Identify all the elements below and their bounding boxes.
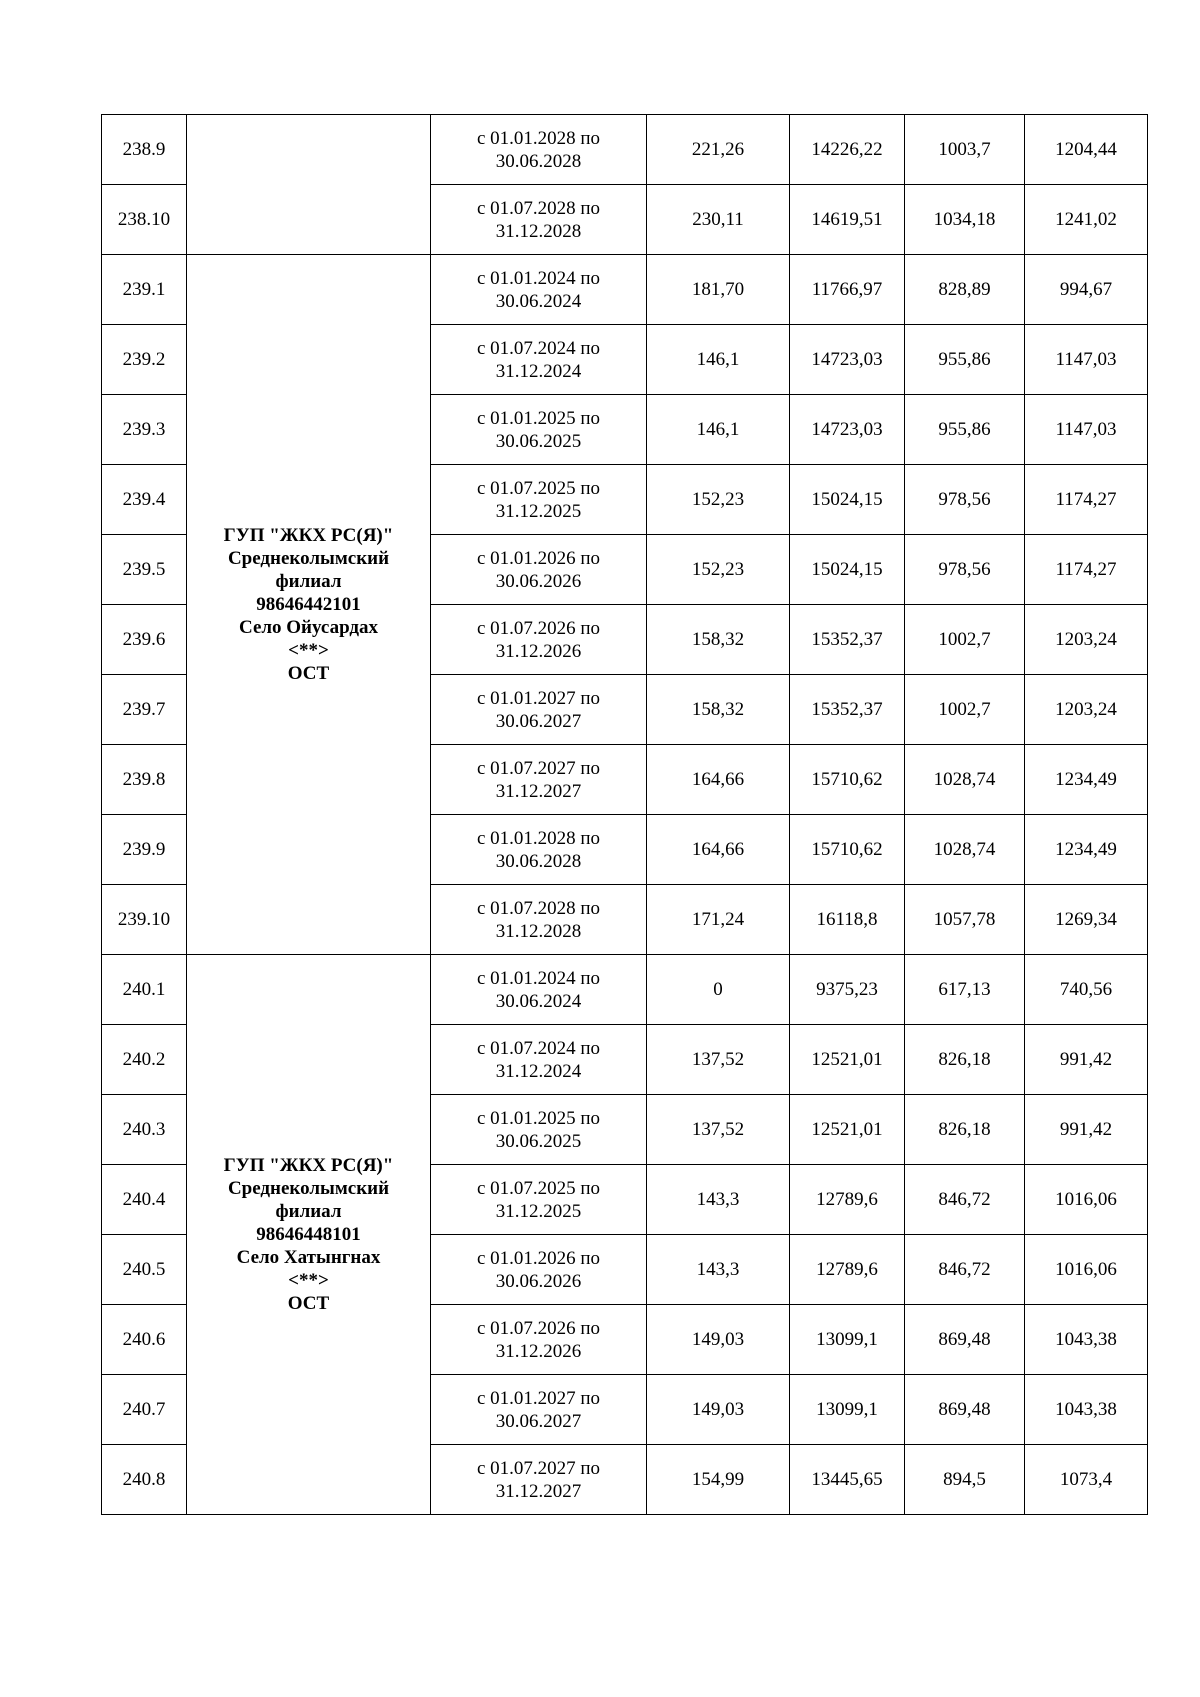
period-from: с 01.07.2024 по bbox=[476, 337, 601, 359]
value-3: 1003,7 bbox=[905, 115, 1025, 185]
table-row bbox=[102, 115, 1148, 185]
value-4: 1174,27 bbox=[1025, 535, 1148, 605]
value-3: 955,86 bbox=[905, 325, 1025, 395]
period-from: с 01.07.2026 по bbox=[476, 617, 601, 639]
period-cell bbox=[431, 1165, 647, 1235]
row-number: 240.3 bbox=[102, 1095, 187, 1165]
value-4: 1234,49 bbox=[1025, 815, 1148, 885]
value-4: 991,42 bbox=[1025, 1025, 1148, 1095]
value-3: 1057,78 bbox=[905, 885, 1025, 955]
value-3: 869,48 bbox=[905, 1375, 1025, 1445]
period-to: 30.06.2026 bbox=[495, 570, 582, 592]
organization-line: Среднеколымский bbox=[227, 548, 390, 569]
value-2: 12521,01 bbox=[790, 1025, 905, 1095]
row-number: 239.6 bbox=[102, 605, 187, 675]
value-1: 164,66 bbox=[647, 815, 790, 885]
period-cell bbox=[431, 535, 647, 605]
row-number: 240.2 bbox=[102, 1025, 187, 1095]
row-number: 239.7 bbox=[102, 675, 187, 745]
value-4: 1016,06 bbox=[1025, 1235, 1148, 1305]
period-from: с 01.01.2027 по bbox=[476, 687, 601, 709]
period-from: с 01.07.2028 по bbox=[476, 897, 601, 919]
period-cell bbox=[431, 395, 647, 465]
value-1: 143,3 bbox=[647, 1165, 790, 1235]
period-to: 30.06.2024 bbox=[495, 990, 582, 1012]
value-3: 955,86 bbox=[905, 395, 1025, 465]
period-from: с 01.01.2026 по bbox=[476, 1247, 601, 1269]
value-4: 1203,24 bbox=[1025, 675, 1148, 745]
period-cell bbox=[431, 885, 647, 955]
period-to: 31.12.2026 bbox=[495, 1340, 582, 1362]
value-4: 740,56 bbox=[1025, 955, 1148, 1025]
period-to: 31.12.2024 bbox=[495, 360, 582, 382]
tariff-table-body bbox=[102, 115, 1148, 1515]
value-3: 826,18 bbox=[905, 1025, 1025, 1095]
organization-line: ГУП "ЖКХ РС(Я)" bbox=[223, 1155, 394, 1176]
period-to: 31.12.2025 bbox=[495, 500, 582, 522]
period-cell bbox=[431, 185, 647, 255]
row-number: 239.2 bbox=[102, 325, 187, 395]
period-to: 30.06.2027 bbox=[495, 1410, 582, 1432]
period-to: 31.12.2026 bbox=[495, 640, 582, 662]
period-from: с 01.07.2024 по bbox=[476, 1037, 601, 1059]
row-number: 239.3 bbox=[102, 395, 187, 465]
value-2: 14723,03 bbox=[790, 395, 905, 465]
value-4: 1234,49 bbox=[1025, 745, 1148, 815]
value-3: 978,56 bbox=[905, 535, 1025, 605]
value-2: 12789,6 bbox=[790, 1165, 905, 1235]
value-1: 171,24 bbox=[647, 885, 790, 955]
value-4: 1241,02 bbox=[1025, 185, 1148, 255]
period-from: с 01.07.2025 по bbox=[476, 1177, 601, 1199]
organization-cell bbox=[187, 255, 431, 955]
row-number: 239.10 bbox=[102, 885, 187, 955]
row-number: 240.1 bbox=[102, 955, 187, 1025]
period-to: 30.06.2026 bbox=[495, 1270, 582, 1292]
value-2: 13099,1 bbox=[790, 1375, 905, 1445]
value-1: 152,23 bbox=[647, 535, 790, 605]
value-2: 12789,6 bbox=[790, 1235, 905, 1305]
period-cell bbox=[431, 955, 647, 1025]
value-2: 12521,01 bbox=[790, 1095, 905, 1165]
organization-line: Среднеколымский bbox=[227, 1178, 390, 1199]
value-1: 158,32 bbox=[647, 605, 790, 675]
value-3: 1034,18 bbox=[905, 185, 1025, 255]
value-1: 0 bbox=[647, 955, 790, 1025]
value-1: 181,70 bbox=[647, 255, 790, 325]
period-from: с 01.07.2028 по bbox=[476, 197, 601, 219]
value-3: 1002,7 bbox=[905, 605, 1025, 675]
organization-line: Село Хатынгнах bbox=[236, 1247, 381, 1268]
period-to: 30.06.2025 bbox=[495, 1130, 582, 1152]
period-cell bbox=[431, 465, 647, 535]
period-from: с 01.07.2026 по bbox=[476, 1317, 601, 1339]
organization-line: 98646442101 bbox=[256, 594, 361, 615]
value-2: 13445,65 bbox=[790, 1445, 905, 1515]
period-cell bbox=[431, 325, 647, 395]
value-1: 146,1 bbox=[647, 325, 790, 395]
organization-line: <**> bbox=[288, 640, 329, 661]
period-to: 30.06.2025 bbox=[495, 430, 582, 452]
value-2: 15710,62 bbox=[790, 745, 905, 815]
organization-cell bbox=[187, 115, 431, 255]
value-4: 1204,44 bbox=[1025, 115, 1148, 185]
value-3: 828,89 bbox=[905, 255, 1025, 325]
table-row bbox=[102, 955, 1148, 1025]
period-cell bbox=[431, 675, 647, 745]
value-2: 15352,37 bbox=[790, 605, 905, 675]
value-4: 1043,38 bbox=[1025, 1305, 1148, 1375]
value-4: 1147,03 bbox=[1025, 325, 1148, 395]
row-number: 240.4 bbox=[102, 1165, 187, 1235]
period-from: с 01.01.2027 по bbox=[476, 1387, 601, 1409]
row-number: 240.8 bbox=[102, 1445, 187, 1515]
organization-line: ГУП "ЖКХ РС(Я)" bbox=[223, 525, 394, 546]
period-from: с 01.07.2025 по bbox=[476, 477, 601, 499]
period-to: 30.06.2024 bbox=[495, 290, 582, 312]
value-4: 991,42 bbox=[1025, 1095, 1148, 1165]
period-cell bbox=[431, 255, 647, 325]
period-cell bbox=[431, 1235, 647, 1305]
period-cell bbox=[431, 1025, 647, 1095]
organization-line: филиал bbox=[275, 1201, 342, 1222]
value-3: 869,48 bbox=[905, 1305, 1025, 1375]
organization-line: ОСТ bbox=[287, 1293, 330, 1314]
row-number: 240.6 bbox=[102, 1305, 187, 1375]
value-1: 149,03 bbox=[647, 1305, 790, 1375]
value-3: 978,56 bbox=[905, 465, 1025, 535]
row-number: 239.4 bbox=[102, 465, 187, 535]
period-to: 31.12.2027 bbox=[495, 1480, 582, 1502]
value-2: 14723,03 bbox=[790, 325, 905, 395]
period-cell bbox=[431, 1375, 647, 1445]
organization-line: Село Ойусардах bbox=[238, 617, 379, 638]
period-to: 31.12.2025 bbox=[495, 1200, 582, 1222]
value-3: 1002,7 bbox=[905, 675, 1025, 745]
tariff-table bbox=[101, 114, 1148, 1515]
row-number: 240.5 bbox=[102, 1235, 187, 1305]
period-to: 31.12.2027 bbox=[495, 780, 582, 802]
value-1: 230,11 bbox=[647, 185, 790, 255]
value-2: 11766,97 bbox=[790, 255, 905, 325]
period-from: с 01.01.2026 по bbox=[476, 547, 601, 569]
period-cell bbox=[431, 1445, 647, 1515]
period-from: с 01.01.2028 по bbox=[476, 827, 601, 849]
value-3: 826,18 bbox=[905, 1095, 1025, 1165]
value-3: 894,5 bbox=[905, 1445, 1025, 1515]
value-2: 15024,15 bbox=[790, 535, 905, 605]
period-from: с 01.01.2024 по bbox=[476, 267, 601, 289]
value-1: 154,99 bbox=[647, 1445, 790, 1515]
value-3: 846,72 bbox=[905, 1165, 1025, 1235]
period-to: 31.12.2024 bbox=[495, 1060, 582, 1082]
row-number: 238.9 bbox=[102, 115, 187, 185]
value-2: 14619,51 bbox=[790, 185, 905, 255]
organization-line: 98646448101 bbox=[256, 1224, 361, 1245]
period-to: 31.12.2028 bbox=[495, 920, 582, 942]
row-number: 239.5 bbox=[102, 535, 187, 605]
value-4: 1073,4 bbox=[1025, 1445, 1148, 1515]
value-1: 164,66 bbox=[647, 745, 790, 815]
period-to: 30.06.2027 bbox=[495, 710, 582, 732]
organization-cell bbox=[187, 955, 431, 1515]
period-from: с 01.07.2027 по bbox=[476, 1457, 601, 1479]
value-4: 1043,38 bbox=[1025, 1375, 1148, 1445]
value-2: 15710,62 bbox=[790, 815, 905, 885]
value-2: 15352,37 bbox=[790, 675, 905, 745]
period-cell bbox=[431, 1095, 647, 1165]
period-cell bbox=[431, 745, 647, 815]
period-from: с 01.01.2025 по bbox=[476, 1107, 601, 1129]
row-number: 239.9 bbox=[102, 815, 187, 885]
period-to: 30.06.2028 bbox=[495, 150, 582, 172]
value-1: 146,1 bbox=[647, 395, 790, 465]
value-3: 1028,74 bbox=[905, 815, 1025, 885]
value-1: 221,26 bbox=[647, 115, 790, 185]
value-4: 994,67 bbox=[1025, 255, 1148, 325]
period-from: с 01.07.2027 по bbox=[476, 757, 601, 779]
value-2: 14226,22 bbox=[790, 115, 905, 185]
row-number: 240.7 bbox=[102, 1375, 187, 1445]
value-3: 1028,74 bbox=[905, 745, 1025, 815]
period-cell bbox=[431, 115, 647, 185]
value-2: 13099,1 bbox=[790, 1305, 905, 1375]
value-2: 15024,15 bbox=[790, 465, 905, 535]
value-3: 846,72 bbox=[905, 1235, 1025, 1305]
value-4: 1016,06 bbox=[1025, 1165, 1148, 1235]
value-4: 1269,34 bbox=[1025, 885, 1148, 955]
value-1: 137,52 bbox=[647, 1095, 790, 1165]
period-to: 30.06.2028 bbox=[495, 850, 582, 872]
period-from: с 01.01.2028 по bbox=[476, 127, 601, 149]
value-4: 1203,24 bbox=[1025, 605, 1148, 675]
period-cell bbox=[431, 605, 647, 675]
value-1: 149,03 bbox=[647, 1375, 790, 1445]
row-number: 239.1 bbox=[102, 255, 187, 325]
row-number: 238.10 bbox=[102, 185, 187, 255]
value-1: 152,23 bbox=[647, 465, 790, 535]
period-from: с 01.01.2025 по bbox=[476, 407, 601, 429]
organization-line: <**> bbox=[288, 1270, 329, 1291]
table-row bbox=[102, 255, 1148, 325]
value-4: 1174,27 bbox=[1025, 465, 1148, 535]
period-to: 31.12.2028 bbox=[495, 220, 582, 242]
organization-line: ОСТ bbox=[287, 663, 330, 684]
value-2: 9375,23 bbox=[790, 955, 905, 1025]
value-4: 1147,03 bbox=[1025, 395, 1148, 465]
value-1: 137,52 bbox=[647, 1025, 790, 1095]
period-cell bbox=[431, 1305, 647, 1375]
value-2: 16118,8 bbox=[790, 885, 905, 955]
value-3: 617,13 bbox=[905, 955, 1025, 1025]
period-from: с 01.01.2024 по bbox=[476, 967, 601, 989]
value-1: 158,32 bbox=[647, 675, 790, 745]
row-number: 239.8 bbox=[102, 745, 187, 815]
period-cell bbox=[431, 815, 647, 885]
organization-line: филиал bbox=[275, 571, 342, 592]
value-1: 143,3 bbox=[647, 1235, 790, 1305]
